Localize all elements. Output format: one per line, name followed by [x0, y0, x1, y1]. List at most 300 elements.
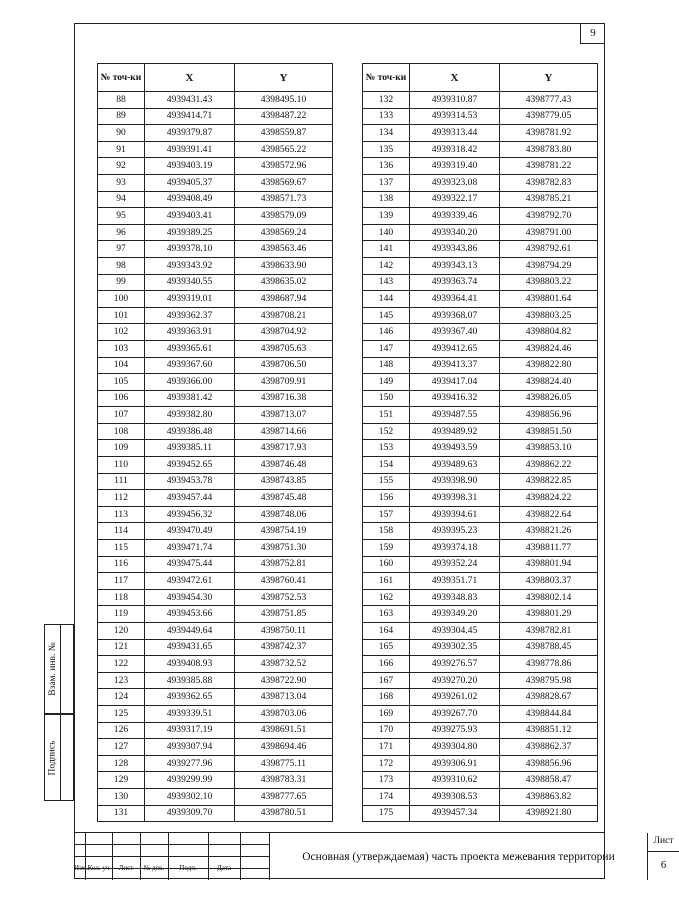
- x-cell: 4939408.49: [145, 191, 235, 208]
- x-cell: 4939340.20: [410, 224, 500, 241]
- y-cell: 4398856.96: [500, 407, 598, 424]
- x-cell: 4939363.74: [410, 274, 500, 291]
- x-cell: 4939374.18: [410, 540, 500, 557]
- table-row: [363, 257, 598, 274]
- x-cell: 4939379.87: [145, 125, 235, 142]
- y-cell: 4398822.85: [500, 473, 598, 490]
- table-row: [363, 672, 598, 689]
- y-cell: 4398732.52: [235, 656, 333, 673]
- point-number-cell: 161: [363, 573, 410, 590]
- x-cell: 4939385.11: [145, 440, 235, 457]
- point-number-cell: 166: [363, 656, 410, 673]
- table-row: [98, 92, 333, 109]
- y-cell: 4398746.48: [235, 457, 333, 474]
- x-cell: 4939391.41: [145, 141, 235, 158]
- point-number-cell: 172: [363, 755, 410, 772]
- table-row: [363, 224, 598, 241]
- table-row: [363, 307, 598, 324]
- x-cell: 4939310.62: [410, 772, 500, 789]
- table-row: [363, 473, 598, 490]
- x-cell: 4939475.44: [145, 556, 235, 573]
- y-cell: 4398824.22: [500, 490, 598, 507]
- x-cell: 4939270.20: [410, 672, 500, 689]
- point-number-cell: 141: [363, 241, 410, 258]
- y-cell: 4398706.50: [235, 357, 333, 374]
- y-cell: 4398921.80: [500, 805, 598, 822]
- point-number-cell: 148: [363, 357, 410, 374]
- header-y: Y: [235, 64, 333, 92]
- table-row: [363, 241, 598, 258]
- title-block-label: Кол. уч: [87, 864, 110, 872]
- point-number-cell: 132: [363, 92, 410, 109]
- y-cell: 4398754.19: [235, 523, 333, 540]
- point-number-cell: 159: [363, 540, 410, 557]
- y-cell: 4398717.93: [235, 440, 333, 457]
- title-block-grid: [74, 833, 270, 880]
- y-cell: 4398795.98: [500, 672, 598, 689]
- y-cell: 4398495.10: [235, 92, 333, 109]
- coordinates-table-left: [97, 63, 333, 822]
- x-cell: 4939277.96: [145, 755, 235, 772]
- x-cell: 4939304.45: [410, 623, 500, 640]
- x-cell: 4939449.64: [145, 623, 235, 640]
- point-number-cell: 146: [363, 324, 410, 341]
- y-cell: 4398775.11: [235, 755, 333, 772]
- table-row: [363, 805, 598, 822]
- point-number-cell: 143: [363, 274, 410, 291]
- y-cell: 4398851.50: [500, 423, 598, 440]
- x-cell: 4939310.87: [410, 92, 500, 109]
- point-number-cell: 154: [363, 457, 410, 474]
- point-number-cell: 119: [98, 606, 145, 623]
- x-cell: 4939302.10: [145, 788, 235, 805]
- y-cell: 4398691.51: [235, 722, 333, 739]
- table-row: [98, 390, 333, 407]
- point-number-cell: 163: [363, 606, 410, 623]
- x-cell: 4939470.49: [145, 523, 235, 540]
- point-number-cell: 102: [98, 324, 145, 341]
- point-number-cell: 173: [363, 772, 410, 789]
- table-row: [98, 755, 333, 772]
- y-cell: 4398751.30: [235, 540, 333, 557]
- point-number-cell: 104: [98, 357, 145, 374]
- y-cell: 4398781.22: [500, 158, 598, 175]
- table-row: [98, 540, 333, 557]
- point-number-cell: 125: [98, 705, 145, 722]
- table-row: [98, 623, 333, 640]
- point-number-cell: 110: [98, 457, 145, 474]
- y-cell: 4398851.12: [500, 722, 598, 739]
- table-row: [363, 540, 598, 557]
- x-cell: 4939322.17: [410, 191, 500, 208]
- y-cell: 4398801.64: [500, 291, 598, 308]
- y-cell: 4398569.24: [235, 224, 333, 241]
- table-row: [363, 788, 598, 805]
- table-row: [363, 705, 598, 722]
- point-number-cell: 135: [363, 141, 410, 158]
- side-label-vzam: Взам. инв. №: [47, 642, 58, 696]
- x-cell: 4939381.42: [145, 390, 235, 407]
- x-cell: 4939398.90: [410, 473, 500, 490]
- x-cell: 4939366.00: [145, 374, 235, 391]
- header-point-number: № точ-ки: [363, 64, 410, 92]
- x-cell: 4939318.42: [410, 141, 500, 158]
- point-number-cell: 164: [363, 623, 410, 640]
- y-cell: 4398844.84: [500, 705, 598, 722]
- table-row: [98, 158, 333, 175]
- table-row: [98, 374, 333, 391]
- header-y: Y: [500, 64, 598, 92]
- x-cell: 4939304.80: [410, 739, 500, 756]
- table-row: [363, 174, 598, 191]
- point-number-cell: 139: [363, 208, 410, 225]
- y-cell: 4398752.53: [235, 589, 333, 606]
- table-row: [363, 606, 598, 623]
- side-stamp-vzam: [44, 624, 74, 714]
- x-cell: 4939299.99: [145, 772, 235, 789]
- y-cell: 4398563.46: [235, 241, 333, 258]
- point-number-cell: 160: [363, 556, 410, 573]
- y-cell: 4398780.51: [235, 805, 333, 822]
- y-cell: 4398635.02: [235, 274, 333, 291]
- point-number-cell: 113: [98, 506, 145, 523]
- x-cell: 4939323.08: [410, 174, 500, 191]
- point-number-cell: 174: [363, 788, 410, 805]
- y-cell: 4398745.48: [235, 490, 333, 507]
- point-number-cell: 156: [363, 490, 410, 507]
- side-stamp-podpis: [44, 714, 74, 801]
- x-cell: 4939378.10: [145, 241, 235, 258]
- point-number-cell: 126: [98, 722, 145, 739]
- point-number-cell: 144: [363, 291, 410, 308]
- y-cell: 4398782.83: [500, 174, 598, 191]
- table-row: [363, 407, 598, 424]
- point-number-cell: 115: [98, 540, 145, 557]
- x-cell: 4939306.91: [410, 755, 500, 772]
- point-number-cell: 109: [98, 440, 145, 457]
- table-row: [98, 274, 333, 291]
- y-cell: 4398804.82: [500, 324, 598, 341]
- x-cell: 4939456.32: [145, 506, 235, 523]
- sheet-box: [647, 833, 679, 880]
- x-cell: 4939489.63: [410, 457, 500, 474]
- table-row: [98, 457, 333, 474]
- table-row: [98, 423, 333, 440]
- x-cell: 4939368.07: [410, 307, 500, 324]
- y-cell: 4398802.14: [500, 589, 598, 606]
- point-number-cell: 95: [98, 208, 145, 225]
- table-row: [363, 390, 598, 407]
- y-cell: 4398792.61: [500, 241, 598, 258]
- x-cell: 4939364.41: [410, 291, 500, 308]
- point-number-cell: 171: [363, 739, 410, 756]
- y-cell: 4398777.43: [500, 92, 598, 109]
- table-row: [98, 739, 333, 756]
- table-row: [98, 473, 333, 490]
- table-row: [98, 357, 333, 374]
- x-cell: 4939365.61: [145, 340, 235, 357]
- x-cell: 4939276.57: [410, 656, 500, 673]
- point-number-cell: 155: [363, 473, 410, 490]
- y-cell: 4398579.09: [235, 208, 333, 225]
- table-row: [363, 506, 598, 523]
- point-number-cell: 123: [98, 672, 145, 689]
- y-cell: 4398713.04: [235, 689, 333, 706]
- x-cell: 4939319.40: [410, 158, 500, 175]
- point-number-cell: 162: [363, 589, 410, 606]
- table-row: [363, 722, 598, 739]
- y-cell: 4398853.10: [500, 440, 598, 457]
- y-cell: 4398487.22: [235, 108, 333, 125]
- x-cell: 4939457.34: [410, 805, 500, 822]
- x-cell: 4939349.20: [410, 606, 500, 623]
- y-cell: 4398782.81: [500, 623, 598, 640]
- x-cell: 4939405.37: [145, 174, 235, 191]
- x-cell: 4939416.32: [410, 390, 500, 407]
- x-cell: 4939319.01: [145, 291, 235, 308]
- y-cell: 4398801.29: [500, 606, 598, 623]
- x-cell: 4939309.70: [145, 805, 235, 822]
- table-row: [98, 788, 333, 805]
- point-number-cell: 168: [363, 689, 410, 706]
- table-row: [363, 623, 598, 640]
- point-number-cell: 106: [98, 390, 145, 407]
- sheet-number: 9: [580, 23, 605, 44]
- table-row: [363, 755, 598, 772]
- x-cell: 4939408.93: [145, 656, 235, 673]
- table-row: [98, 556, 333, 573]
- y-cell: 4398705.63: [235, 340, 333, 357]
- table-row: [98, 307, 333, 324]
- table-row: [363, 423, 598, 440]
- y-cell: 4398565.22: [235, 141, 333, 158]
- table-row: [363, 440, 598, 457]
- y-cell: 4398748.06: [235, 506, 333, 523]
- y-cell: 4398785.21: [500, 191, 598, 208]
- x-cell: 4939431.65: [145, 639, 235, 656]
- y-cell: 4398821.26: [500, 523, 598, 540]
- title-block-label: Изм.: [74, 864, 88, 872]
- y-cell: 4398783.80: [500, 141, 598, 158]
- y-cell: 4398708.21: [235, 307, 333, 324]
- table-row: [363, 573, 598, 590]
- point-number-cell: 117: [98, 573, 145, 590]
- x-cell: 4939453.78: [145, 473, 235, 490]
- x-cell: 4939302.35: [410, 639, 500, 656]
- table-row: [363, 208, 598, 225]
- table-row: [363, 291, 598, 308]
- y-cell: 4398559.87: [235, 125, 333, 142]
- x-cell: 4939362.37: [145, 307, 235, 324]
- y-cell: 4398822.80: [500, 357, 598, 374]
- y-cell: 4398722.90: [235, 672, 333, 689]
- table-row: [98, 656, 333, 673]
- point-number-cell: 131: [98, 805, 145, 822]
- y-cell: 4398794.29: [500, 257, 598, 274]
- point-number-cell: 91: [98, 141, 145, 158]
- document-title: Основная (утверждаемая) часть проекта межевания территории: [302, 850, 615, 863]
- y-cell: 4398822.64: [500, 506, 598, 523]
- x-cell: 4939307.94: [145, 739, 235, 756]
- table-row: [98, 191, 333, 208]
- y-cell: 4398791.00: [500, 224, 598, 241]
- sheet-label: Лист: [648, 833, 679, 852]
- x-cell: 4939343.86: [410, 241, 500, 258]
- y-cell: 4398751.85: [235, 606, 333, 623]
- table-row: [98, 407, 333, 424]
- point-number-cell: 170: [363, 722, 410, 739]
- table-row: [363, 656, 598, 673]
- table-row: [363, 739, 598, 756]
- table-row: [363, 374, 598, 391]
- table-row: [98, 672, 333, 689]
- y-cell: 4398781.92: [500, 125, 598, 142]
- y-cell: 4398811.77: [500, 540, 598, 557]
- x-cell: 4939386.48: [145, 423, 235, 440]
- point-number-cell: 93: [98, 174, 145, 191]
- x-cell: 4939403.41: [145, 208, 235, 225]
- coordinates-table-right: [362, 63, 598, 822]
- point-number-cell: 96: [98, 224, 145, 241]
- x-cell: 4939367.60: [145, 357, 235, 374]
- y-cell: 4398862.22: [500, 457, 598, 474]
- y-cell: 4398750.11: [235, 623, 333, 640]
- table-row: [363, 92, 598, 109]
- x-cell: 4939343.92: [145, 257, 235, 274]
- table-row: [98, 589, 333, 606]
- y-cell: 4398779.05: [500, 108, 598, 125]
- x-cell: 4939412.65: [410, 340, 500, 357]
- point-number-cell: 116: [98, 556, 145, 573]
- point-number-cell: 97: [98, 241, 145, 258]
- point-number-cell: 134: [363, 125, 410, 142]
- point-number-cell: 118: [98, 589, 145, 606]
- x-cell: 4939413.37: [410, 357, 500, 374]
- table-row: [363, 772, 598, 789]
- x-cell: 4939348.83: [410, 589, 500, 606]
- x-cell: 4939385.88: [145, 672, 235, 689]
- table-row: [98, 689, 333, 706]
- y-cell: 4398714.66: [235, 423, 333, 440]
- table-row: [363, 191, 598, 208]
- table-row: [98, 772, 333, 789]
- table-row: [363, 141, 598, 158]
- y-cell: 4398760.41: [235, 573, 333, 590]
- x-cell: 4939489.92: [410, 423, 500, 440]
- point-number-cell: 153: [363, 440, 410, 457]
- table-row: [363, 523, 598, 540]
- point-number-cell: 151: [363, 407, 410, 424]
- x-cell: 4939367.40: [410, 324, 500, 341]
- x-cell: 4939362.65: [145, 689, 235, 706]
- x-cell: 4939493.59: [410, 440, 500, 457]
- x-cell: 4939452.65: [145, 457, 235, 474]
- point-number-cell: 122: [98, 656, 145, 673]
- point-number-cell: 142: [363, 257, 410, 274]
- table-row: [98, 523, 333, 540]
- header-x: X: [410, 64, 500, 92]
- y-cell: 4398824.46: [500, 340, 598, 357]
- title-block-label: Дата: [217, 864, 231, 872]
- y-cell: 4398783.31: [235, 772, 333, 789]
- table-row: [363, 589, 598, 606]
- y-cell: 4398694.46: [235, 739, 333, 756]
- header-x: X: [145, 64, 235, 92]
- point-number-cell: 121: [98, 639, 145, 656]
- y-cell: 4398713.07: [235, 407, 333, 424]
- point-number-cell: 112: [98, 490, 145, 507]
- y-cell: 4398709.91: [235, 374, 333, 391]
- x-cell: 4939351.71: [410, 573, 500, 590]
- x-cell: 4939339.46: [410, 208, 500, 225]
- y-cell: 4398572.96: [235, 158, 333, 175]
- point-number-cell: 100: [98, 291, 145, 308]
- table-row: [363, 274, 598, 291]
- y-cell: 4398863.82: [500, 788, 598, 805]
- x-cell: 4939308.53: [410, 788, 500, 805]
- x-cell: 4939275.93: [410, 722, 500, 739]
- table-row: [98, 291, 333, 308]
- table-row: [363, 340, 598, 357]
- table-row: [98, 722, 333, 739]
- point-number-cell: 152: [363, 423, 410, 440]
- y-cell: 4398858.47: [500, 772, 598, 789]
- x-cell: 4939389.25: [145, 224, 235, 241]
- y-cell: 4398803.37: [500, 573, 598, 590]
- table-row: [98, 224, 333, 241]
- y-cell: 4398824.40: [500, 374, 598, 391]
- point-number-cell: 136: [363, 158, 410, 175]
- y-cell: 4398703.06: [235, 705, 333, 722]
- point-number-cell: 124: [98, 689, 145, 706]
- y-cell: 4398571.73: [235, 191, 333, 208]
- table-row: [363, 490, 598, 507]
- sheet-page-number: 6: [660, 859, 667, 871]
- table-row: [98, 805, 333, 822]
- point-number-cell: 140: [363, 224, 410, 241]
- table-row: [363, 108, 598, 125]
- x-cell: 4939313.44: [410, 125, 500, 142]
- x-cell: 4939471.74: [145, 540, 235, 557]
- point-number-cell: 114: [98, 523, 145, 540]
- point-number-cell: 90: [98, 125, 145, 142]
- x-cell: 4939454.30: [145, 589, 235, 606]
- table-row: [98, 639, 333, 656]
- point-number-cell: 169: [363, 705, 410, 722]
- x-cell: 4939472.61: [145, 573, 235, 590]
- point-number-cell: 127: [98, 739, 145, 756]
- point-number-cell: 150: [363, 390, 410, 407]
- x-cell: 4939417.04: [410, 374, 500, 391]
- x-cell: 4939487.55: [410, 407, 500, 424]
- x-cell: 4939457.44: [145, 490, 235, 507]
- title-block-label: Лист: [118, 864, 134, 872]
- table-row: [98, 125, 333, 142]
- point-number-cell: 128: [98, 755, 145, 772]
- y-cell: 4398826.05: [500, 390, 598, 407]
- point-number-cell: 99: [98, 274, 145, 291]
- x-cell: 4939394.61: [410, 506, 500, 523]
- table-row: [98, 241, 333, 258]
- table-row: [98, 141, 333, 158]
- table-row: [98, 440, 333, 457]
- point-number-cell: 147: [363, 340, 410, 357]
- table-row: [98, 108, 333, 125]
- table-row: [98, 606, 333, 623]
- point-number-cell: 103: [98, 340, 145, 357]
- x-cell: 4939352.24: [410, 556, 500, 573]
- y-cell: 4398716.38: [235, 390, 333, 407]
